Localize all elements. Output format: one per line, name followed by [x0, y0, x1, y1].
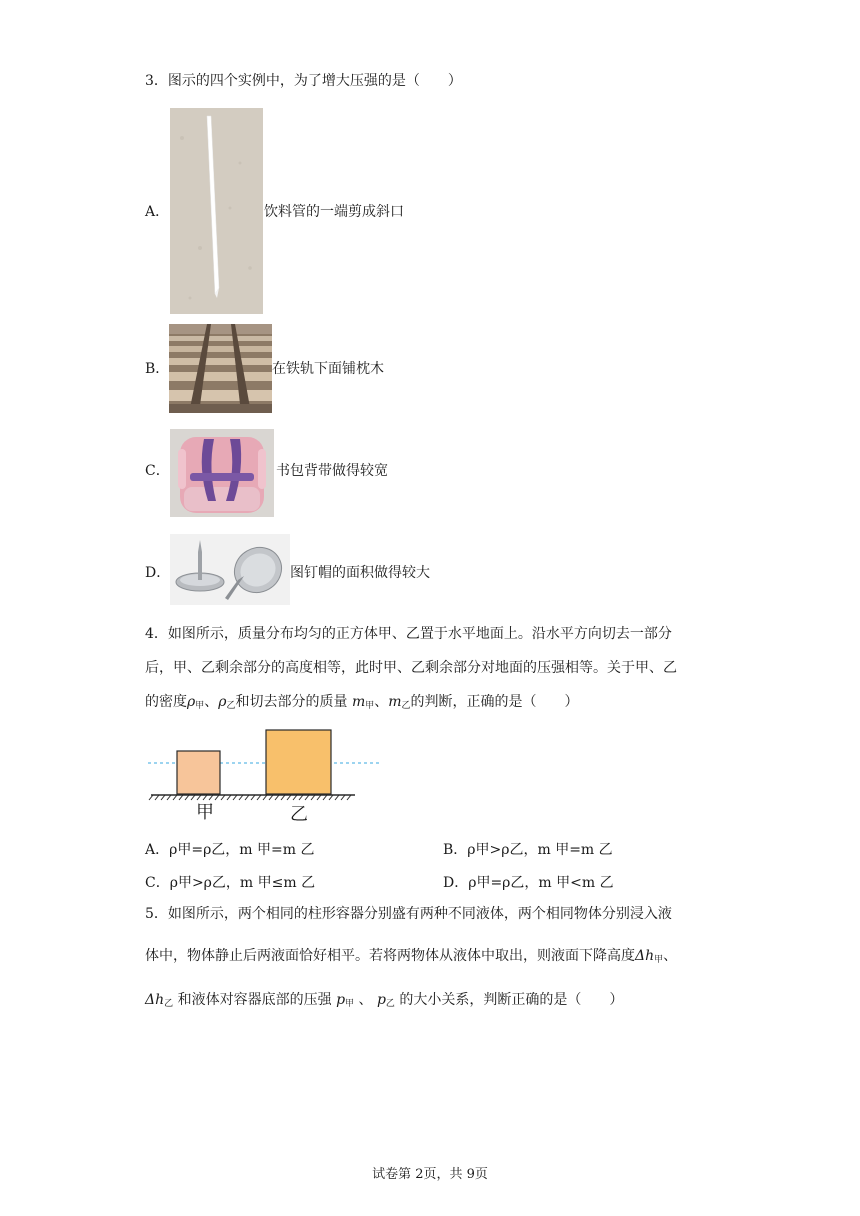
cube-jia-label: 甲 — [196, 802, 214, 823]
question-3-stem: 3．图示的四个实例中，为了增大压强的是（ ） — [145, 73, 462, 89]
q3-option-d-letter: D． — [145, 565, 171, 581]
question-4-line-3: 的密度$\rho_甲$、$\rho_乙$和切去部分的质量 $m_甲$、$m_乙$的判断，正确的是（ ） — [145, 694, 579, 711]
railway-photo — [169, 324, 272, 413]
q3-option-c-text: 书包背带做得较宽 — [276, 463, 388, 479]
q3-option-a-letter: A． — [145, 204, 170, 220]
backpack-photo — [170, 429, 274, 517]
question-4-line-1: 4．如图所示，质量分布均匀的正方体甲、乙置于水平地面上。沿水平方向切去一部分 — [145, 626, 672, 642]
q3-option-b-text: 在铁轨下面铺枕木 — [272, 361, 384, 377]
q3-option-c-letter: C． — [145, 463, 170, 479]
question-5-line-1: 5．如图所示，两个相同的柱形容器分别盛有两种不同液体，两个相同物体分别浸入液 — [145, 906, 672, 922]
question-5-line-3: $\Delta h_乙$ 和液体对容器底部的压强 $p_甲$ 、 $p_乙$ 的大小关系，判断正确的是（ ） — [145, 992, 624, 1009]
q4-option-c: C．ρ甲>ρ乙，m 甲≤m 乙 — [145, 875, 316, 891]
q4-option-d: D．ρ甲=ρ乙，m 甲<m 乙 — [443, 875, 614, 891]
cube-yi — [266, 730, 331, 794]
straw-photo — [170, 108, 263, 314]
q3-option-a-text: 饮料管的一端剪成斜口 — [264, 204, 404, 220]
page-footer: 试卷第 2页，共 9页 — [372, 1167, 488, 1182]
q4-option-b: B．ρ甲>ρ乙，m 甲=m 乙 — [443, 842, 613, 858]
cube-jia — [177, 751, 220, 794]
cubes-figure — [145, 725, 385, 825]
q3-option-b-letter: B． — [145, 361, 170, 377]
ground-hatch — [149, 795, 351, 800]
thumbtack-photo — [170, 534, 290, 605]
cube-yi-label: 乙 — [290, 804, 308, 825]
q4-option-a: A．ρ甲=ρ乙，m 甲=m 乙 — [145, 842, 315, 858]
question-4-line-2: 后，甲、乙剩余部分的高度相等，此时甲、乙剩余部分对地面的压强相等。关于甲、乙 — [145, 660, 677, 676]
q3-option-d-text: 图钉帽的面积做得较大 — [290, 565, 430, 581]
question-5-line-2: 体中，物体静止后两液面恰好相平。若将两物体从液体中取出，则液面下降高度$\Delta h_甲$、 — [145, 948, 678, 965]
